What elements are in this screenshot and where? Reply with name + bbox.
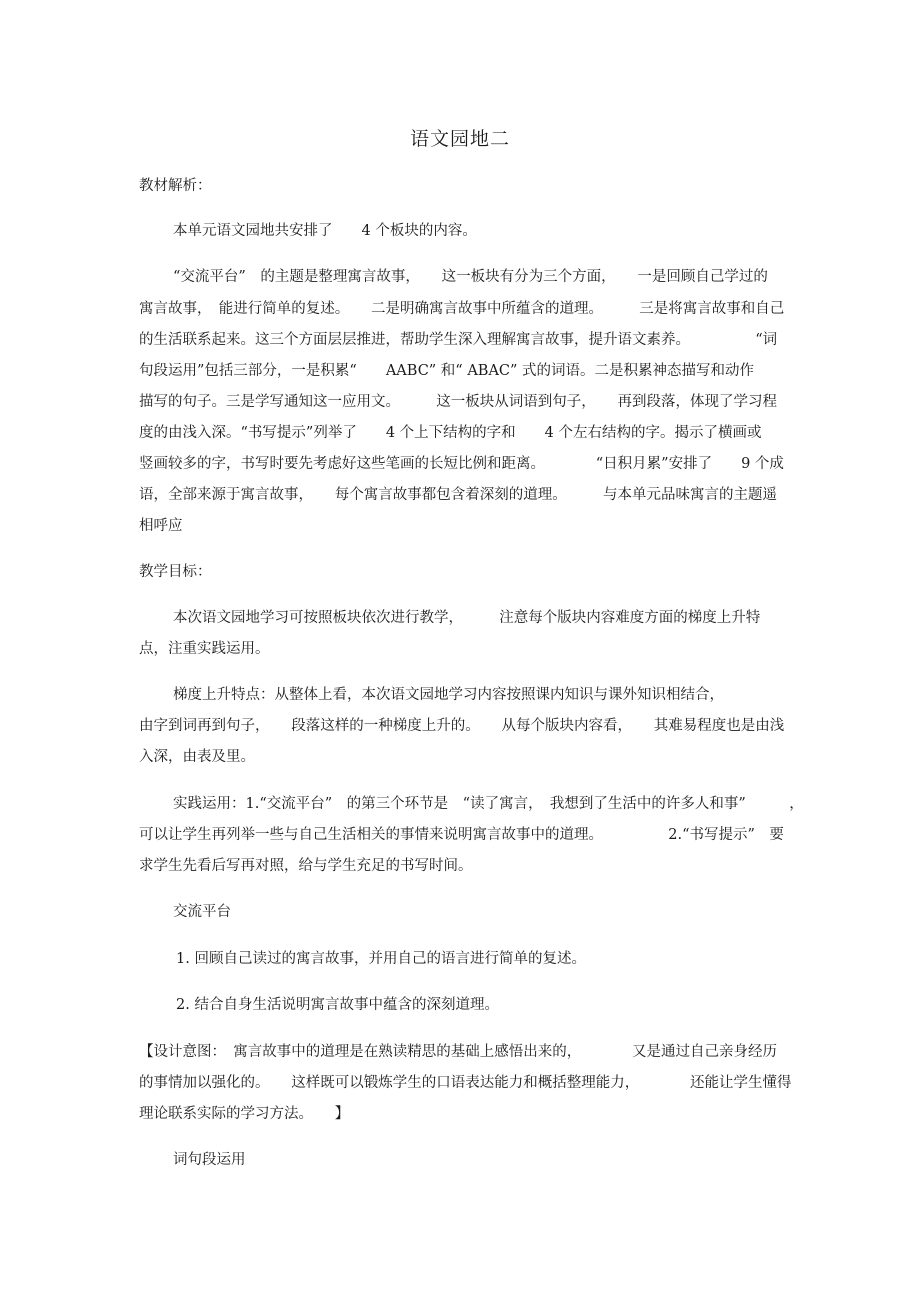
design-intent-line: 【设计意图： 寓言故事中的道理是在熟读精思的基础上感悟出来的， 又是通过自己亲身经历 <box>139 1044 777 1060</box>
paragraph-line: 寓言故事， 能进行简单的复述。 二是明确寓言故事中所蕴含的道理。 三是将寓言故事和自己 <box>139 301 785 317</box>
section-heading-cijuduan: 词句段运用 <box>173 1152 246 1168</box>
paragraph-line: 本次语文园地学习可按照板块依次进行教学， 注意每个版块内容难度方面的梯度上升特 <box>173 610 761 626</box>
list-item: 1. 回顾自己读过的寓言故事，并用自己的语言进行简单的复述。 <box>176 951 586 967</box>
paragraph-line: 可以让学生再列举一些与自己生活相关的事情来说明寓言故事中的道理。 2.“书写提示” 要 <box>139 827 784 843</box>
paragraph-line: 描写的句子。三是学写通知这一应用文。 这一板块从词语到句子， 再到段落，体现了学习程 <box>139 394 777 410</box>
paragraph-line: 相呼应 <box>139 518 183 534</box>
list-item: 2. 结合自身生活说明寓言故事中蕴含的深刻道理。 <box>176 997 499 1013</box>
design-intent-line: 理论联系实际的学习方法。 】 <box>139 1106 350 1122</box>
paragraph-line: 求学生先看后写再对照，给与学生充足的书写时间。 <box>139 858 473 874</box>
paragraph-line: 由字到词再到句子， 段落这样的一种梯度上升的。 从每个版块内容看， 其难易程度也是由浅 <box>139 718 785 734</box>
teaching-goals-heading: 教学目标： <box>139 564 212 580</box>
paragraph-line: 入深，由表及里。 <box>139 749 255 765</box>
design-intent-line: 的事情加以强化的。 这样既可以锻炼学生的口语表达能力和概括整理能力， 还能让学生懂得 <box>139 1075 792 1091</box>
textbook-analysis-heading: 教材解析： <box>139 178 212 194</box>
paragraph-line: 句段运用”包括三部分，一是积累“ AABC” 和“ ABAC” 式的词语。二是积累神态描写和动作 <box>139 363 755 379</box>
paragraph-line: 竖画较多的字，书写时要先考虑好这些笔画的长短比例和距离。 “日积月累”安排了 9 个成 <box>139 456 784 472</box>
intro-paragraph: 本单元语文园地共安排了 4 个板块的内容。 <box>173 223 477 239</box>
paragraph-line: 点，注重实践运用。 <box>139 641 270 657</box>
paragraph-line: 度的由浅入深。“书写提示”列举了 4 个上下结构的字和 4 个左右结构的字。揭示了横画或 <box>139 425 762 441</box>
paragraph-line: 的生活联系起来。这三个方面层层推进，帮助学生深入理解寓言故事，提升语文素养。 “词 <box>139 332 778 348</box>
paragraph-line: “交流平台” 的主题是整理寓言故事， 这一板块有分为三个方面， 一是回顾自己学过的 <box>173 269 768 285</box>
paragraph-line: 语，全部来源于寓言故事， 每个寓言故事都包含着深刻的道理。 与本单元品味寓言的主题遥 <box>139 487 777 503</box>
paragraph-line: 实践运用：1.“交流平台” 的第三个环节是 “读了寓言， 我想到了生活中的许多人和事” ， <box>173 796 804 812</box>
page-title: 语文园地二 <box>409 128 510 150</box>
paragraph-line: 梯度上升特点：从整体上看，本次语文园地学习内容按照课内知识与课外知识相结合， <box>173 687 724 703</box>
section-heading-jiaoliu: 交流平台 <box>173 904 231 920</box>
